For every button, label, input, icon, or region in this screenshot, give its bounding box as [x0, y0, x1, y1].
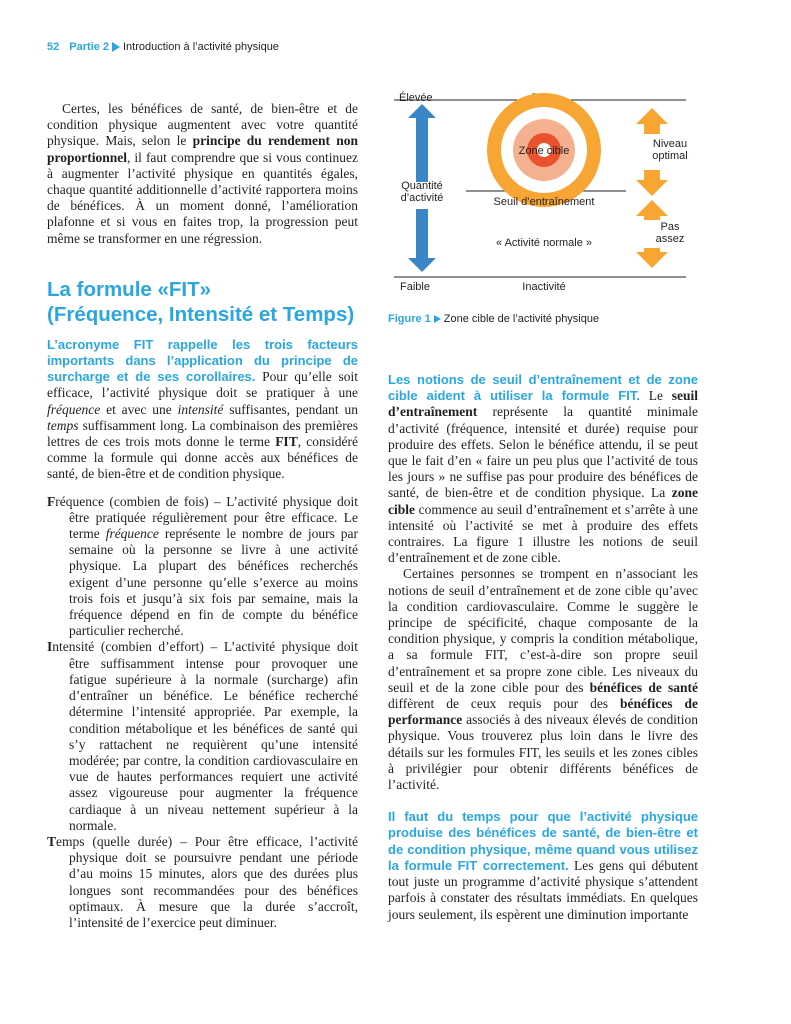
label-quantity-1: Quantité	[401, 180, 443, 192]
term-zone-cible: zone cible	[388, 485, 698, 517]
term-italic: fréquence	[47, 401, 101, 417]
label-optimal-2: optimal	[652, 150, 688, 162]
term-fit: FIT	[275, 434, 298, 450]
label-threshold: Seuil d’entraînement	[493, 196, 595, 208]
lead-sentence: L’acronyme FIT rappelle les trois facteurs importants dans l’application du principe de surcharge et de ses corollaires.	[47, 336, 358, 385]
text-run: commence au seuil d’entraînement et s’arrête à une intensité où l’activité se met à produire des effets contraires. La figure 1 illustre les notions de seuil d’entraînement et de zone cible.	[388, 501, 698, 566]
text-run: emps (quelle durée) – Pour être efficace, l’activité physique doit se poursuivre pendant une période d’au moins 15 minutes, alors que des durées plus longues sont recommandées pour des bénéfices optimaux. À mesure que la durée s’accroît, l’intensité de l’exercice peut diminuer.	[56, 833, 358, 930]
text-run: Les gens qui débutent tout juste un programme d’activité physique s’attendent parfois à constater des résultats immédiats. En quelques jours seulement, ils espèrent une diminution importante	[388, 857, 698, 922]
text-run: Pour qu’elle soit efficace, l’activité physique doit se pratiquer à une	[47, 369, 358, 401]
label-quantity-2: d’activité	[400, 192, 444, 204]
figure-caption	[388, 313, 708, 325]
term-italic: temps	[47, 417, 79, 433]
right-column	[388, 372, 698, 923]
heading-line-1: La formule «FIT»	[47, 277, 212, 301]
text-run: suffisantes, pendant un	[223, 401, 358, 417]
label-target-zone: Zone cible	[518, 145, 570, 157]
term-rendement: principe du rendement non proportionnel	[47, 133, 358, 165]
text-run: ntensité (combien d’effort) – L’activité physique doit être suffisamment intense pour provoquer une fatigue supérieure à la normale (surcharge) afin d’entraîner un bénéfice. Le bénéfice recherché détermine l’intensité appropriée. Par exemple, la condition métabolique et les bénéfices de santé qui s’y rattachent ne requièrent qu’une intensité modérée; par contre, la condition cardiovasculaire en vue de hautes performances requiert une activité assez vigoureuse pour augmenter la fréquence cardiaque à un niveau nettement supérieur à la normale.	[52, 639, 358, 833]
lead-sentence: Les notions de seuil d’entraînement et de zone cible aident à utiliser la formule FIT.	[388, 372, 698, 404]
term-health-benefits: bénéfices de santé	[589, 679, 699, 695]
orange-arrow-up-lower-icon	[636, 200, 668, 220]
label-inactivity: Inactivité	[522, 281, 566, 293]
item-temps	[47, 834, 358, 931]
term-italic: fréquence	[105, 526, 159, 542]
text-run: , il faut comprendre que si vous continuez à augmenter l’activité physique en quantités égales, chaque quantité additionnelle d’activité rapportera moins de bénéfices. À un moment donné, l’amélioration plafonne et si vous en faites trop, la progression peut même se transformer en une régression.	[47, 149, 358, 246]
paragraph-intro	[47, 101, 358, 247]
paragraph-time	[388, 809, 698, 922]
term-italic: intensité	[177, 401, 224, 417]
paragraph-fit	[47, 337, 358, 483]
text-run: et avec une	[100, 401, 178, 417]
part-label: Partie 2	[69, 41, 109, 53]
orange-arrow-up-icon	[636, 108, 668, 134]
caption-figure-label: Figure 1	[388, 313, 431, 325]
text-run: suffisamment long. La combinaison des premières lettres de ces trois mots donne le terme	[47, 417, 358, 450]
text-run: , considéré comme la formule qui donne accès aux bénéfices de santé, de bien-être et de condition physique.	[47, 434, 358, 482]
label-optimal-1: Niveau	[652, 138, 688, 150]
heading-line-2: (Fréquence, Intensité et Temps)	[47, 302, 355, 326]
text-run: Certes, les bénéfices de santé, de bien-être et de condition physique augmentent avec votre quantité physique. Mais, selon le	[47, 101, 358, 149]
section-heading	[47, 277, 358, 327]
label-not-enough-2: assez	[655, 233, 685, 245]
initial-letter: F	[47, 493, 56, 509]
text-run: représente la quantité minimale d’activité (fréquence, intensité et durée) requise pour produire des effets. Selon le bénéfice attendu, il se peut que le fait d’en « faire un peu plus que l’activité de tous les jours » ne suffise pas pour produire des bénéfices de santé, de bien-être et de condition physique. La	[388, 404, 698, 501]
paragraph-specificity	[388, 566, 698, 793]
label-high: Élevée	[399, 92, 433, 104]
page-number: 52	[47, 41, 60, 53]
initial-letter: I	[47, 639, 53, 655]
arrow-up-icon	[408, 104, 436, 182]
orange-arrow-down-icon	[636, 170, 668, 196]
caption-text: Zone cible de l’activité physique	[443, 313, 600, 325]
label-not-enough-1: Pas	[660, 221, 680, 233]
text-run: réquence (combien de fois) – L’activité physique doit être pratiquée régulièrement pour être efficace. Le terme	[55, 493, 358, 542]
term-seuil: seuil d’entraînement	[388, 388, 698, 420]
text-run: diffèrent de ceux requis pour des	[388, 696, 621, 712]
paragraph-threshold	[388, 372, 698, 566]
chapter-title: Introduction à l’activité physique	[123, 41, 279, 53]
running-header	[47, 41, 279, 53]
text-run: représente le nombre de jours par semaine où la personne se livre à une activité physique. La plupart des bénéfices recherchés exigent d’une personne qu’elle s’exerce au moins trois fois et jusqu’à six fois par semaine, mais la fréquence dépend en fin de compte du bénéfice particulier recherché.	[69, 526, 358, 639]
term-performance-benefits: bénéfices de performance	[388, 696, 699, 728]
figure-target-zone	[394, 88, 694, 300]
text-run: Le	[639, 388, 672, 404]
text-run: Certaines personnes se trompent en n’associant les notions de seuil d’entraînement et de zone cible qu’avec la condition cardiovasculaire. Comme le suggère le principe de spécificité, chaque composante de la condition physique, y compris la condition métabolique, a sa formule FIT, c’est-à-dire son propre seuil d’entraînement et sa propre zone cible. Les niveaux du seuil et de la zone cible pour des	[388, 566, 698, 695]
text-run: associés à des niveaux élevés de condition physique. Vous trouverez plus loin dans le livre des détails sur les formules FIT, les seuils et les zones cibles à privilégier pour obtenir différents bénéfices de l’activité.	[388, 712, 698, 793]
triangle-arrow-icon	[112, 42, 120, 52]
initial-letter: T	[47, 833, 57, 849]
triangle-arrow-icon	[434, 315, 441, 323]
label-normal-activity: « Activité normale »	[496, 237, 592, 249]
orange-arrow-down-lower-icon	[636, 248, 668, 268]
lead-sentence: Il faut du temps pour que l’activité physique produise des bénéfices de santé, de bien-être et de condition physique, même quand vous utilisez la formule FIT correctement.	[388, 809, 698, 873]
label-low: Faible	[400, 281, 430, 293]
item-frequence	[47, 494, 358, 640]
left-column	[47, 101, 358, 931]
target-zone-diagram	[394, 88, 694, 300]
arrow-down-icon	[408, 209, 436, 272]
item-intensite	[47, 639, 358, 833]
